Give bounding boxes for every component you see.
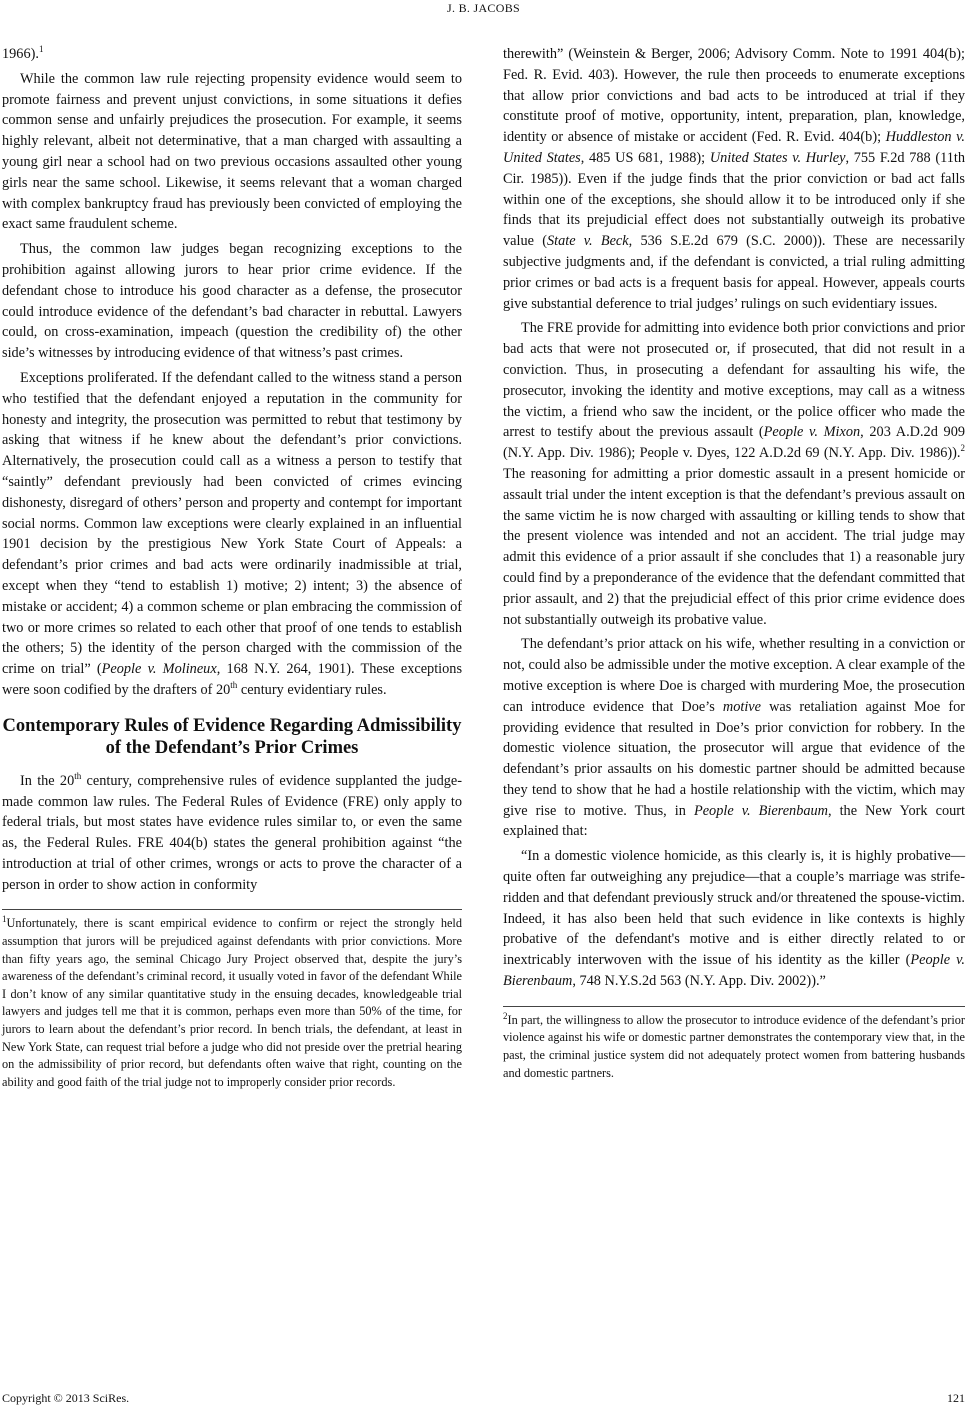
footnote-divider <box>2 909 462 910</box>
footnote-1 <box>2 915 462 1091</box>
text: , 748 N.Y.S.2d 563 (N.Y. App. Div. 2002)).” <box>572 973 826 990</box>
case-name: State v. Beck <box>546 233 629 250</box>
text: Unfortunately, there is scant empirical evidence to confirm or reject the strongly held assumption that jurors will be prejudiced against defendants with prior convictions. More than fifty years ago, the seminal Chicago Jury Project observed that, despite the jury’s awareness of the defendant’s criminal record, it usually voted in favor of the defendant While I don’t know of any similar quantitative study in the ensuing decades, knowledgeable trial lawyers and judges tell me that it is common, perhaps even more than 50% of the time, for jurors to learn about the defendant’s prior record. In bench trials, the defendant, at least in New York State, can request trial before a judge who did not preside over the pretrial hearing on the admissibility of prior record, but defendants often waive that right, counting on the ability and good faith of the trial judge not to improperly consider prior records. <box>2 916 462 1089</box>
emphasis: motive <box>722 698 761 715</box>
case-name: United States v. Hurley <box>709 149 846 166</box>
footnote-ref-2: 2 <box>960 443 965 454</box>
text: In part, the willingness to allow the prosecutor to introduce evidence of the defendant’s prior violence against his wife or domestic partner demonstrates the contemporary view that, in the past, the criminal justice system did not adequately protect women from battering husbands and domestic partners. <box>503 1012 965 1080</box>
paragraph-fre-404b <box>503 44 965 314</box>
text: century, comprehensive rules of evidence supplanted the judge-made common law rules. The Federal Rules of Evidence (FRE) only apply to federal trials, but most states have evidence rules similar to, or even the same as, the Federal Rules. FRE 404(b) states the general prohibition against “the introduction at trial of other crimes, wrongs or acts to prove the character of a person in order to show action in conformity <box>2 772 462 893</box>
superscript: th <box>74 770 82 781</box>
case-name: People v. Molineux <box>101 661 217 678</box>
case-name: People v. Bierenbaum <box>503 952 965 990</box>
text: was retaliation against Moe for providing evidence that resulted in Doe’s prior conviction for robbery. In the domestic violence situation, the prosecutor will argue that evidence of the defendant’s prior assaults on his domestic partner should be admitted because they tend to show that he had a hostile relationship with the victim, which may give rise to motive. Thus, in <box>503 698 965 819</box>
text: , the New York court explained that: <box>503 802 965 840</box>
text: , 485 US 681, 1988); <box>580 149 710 166</box>
case-name: People v. Bierenbaum <box>693 802 828 819</box>
paragraph-exceptions: Thus, the common law judges began recognizing exceptions to the prohibition against allowing jurors to hear prior crime evidence. If the defendant chose to introduce his good character as a defense, the prosecutor could introduce evidence of the defendant’s bad character in rebuttal. Lawyers could, on cross-examination, impeach (question the credibility of) the other side’s witnesses by introducing evidence of that witness’s past crimes. <box>2 241 462 362</box>
right-column <box>503 44 965 1082</box>
text: The FRE provide for admitting into evidence both prior convictions and prior bad acts that were not prosecuted or, if prosecuted, that did not result in a conviction. Thus, in prosecuting a defendant for assaulting his wife, the prosecutor, invoking the identity and motive exceptions, may call as a witness the victim, a friend who saw the incident, or the police officer who made the arrest to testify about the previous assault ( <box>503 320 965 441</box>
text: Exceptions proliferated. If the defendant called to the witness stand a person who testified that the defendant enjoyed a reputation in the community for honesty and integrity, the prosecution was permitted to rebut that testimony by asking that witness if he knew about the defendant’s prior convictions. Alternatively, the prosecution could call as a witness a person to testify that “saintly” defendant previously had been convicted of crimes evincing dishonesty, disregard of others’ person and property and contempt for important social norms. Common law exceptions were clearly explained in an influential 1901 decision by the prestigious New York State Court of Appeals: a defendant’s prior crimes and bad acts were ordinarily inadmissible at trial, except when they “tend to establish 1) motive; 2) intent; 3) the absence of mistake or accident; 4) a common scheme or plan embracing the commission of two or more crimes so related to each other that proof of one tends to establish the others; 5) the identity of the person charged with the commission of the crime on trial” ( <box>2 369 462 678</box>
text: 1966). <box>2 46 39 62</box>
section-heading: Contemporary Rules of Evidence Regarding Admissibility of the Defendant’s Prior Crimes <box>2 715 462 758</box>
copyright: Copyright © 2013 SciRes. <box>2 1391 130 1405</box>
text: The reasoning for admitting a prior domestic assault in a present homicide or assault trial under the intent exception is that the defendant’s previous assault on the same victim he is now charged with assaulting or killing tends to show that the present violence was intended and not an accident. The trial judge may admit this evidence of a prior assault if she concludes that 1) a reasonable jury could find by a preponderance of the evidence that the defendant committed that prior assault, and 2) that the prejudicial effect of this prior crime evidence does not substantially outweigh its probative value. <box>503 465 965 628</box>
text: , 203 A.D.2d 909 (N.Y. App. Div. 1986); People v. Dyes, 122 A.D.2d 69 (N.Y. App. Div. 1986)). <box>503 424 965 462</box>
paragraph-motive-exception <box>503 634 965 842</box>
paragraph-fre-provide <box>503 318 965 630</box>
footnote-2 <box>503 1012 965 1082</box>
text: century evidentiary rules. <box>237 681 387 698</box>
paragraph-propensity: While the common law rule rejecting propensity evidence would seem to promote fairness and prevent unjust convictions, in some situations it defies common sense and unfairly prejudices the prosecution. For example, it seems highly relevant, albeit not determinative, that a man charged with assaulting a young girl near a school had on two previous occasions assaulted other young girls near the same school. Likewise, it seems relevant that a woman charged with complex bankruptcy fraud has previously been convicted of employing the exact same fraudulent scheme. <box>2 70 462 233</box>
text: therewith” (Weinstein & Berger, 2006; Advisory Comm. Note to 1991 404(b); Fed. R. Evid. 403). However, the rule then proceeds to enumerate exceptions that allow prior convictions and bad acts to be introduced at trial if they constitute proof of motive, opportunity, intent, preparation, plan, knowledge, identity or absence of mistake or accident (Fed. R. Evid. 404(b); <box>503 46 965 146</box>
text: , 755 F.2d 788 (11th Cir. 1985)). Even if the judge finds that the prior conviction or bad act falls within one of the exceptions, she should allow it to be introduced only if she finds that its prejudicial effect does not substantially outweigh its probative value ( <box>503 149 966 250</box>
page-number: 121 <box>947 1391 965 1405</box>
footnote-mark: 1 <box>2 914 7 925</box>
footnote-ref-1: 1 <box>38 44 44 55</box>
text: , 536 S.E.2d 679 (S.C. 2000)). These are necessarily subjective judgments and, if the defendant is convicted, a trial ruling admitting prior crimes or bad acts is a frequent basis for appeal. However, appeals courts give substantial deference to trial judges’ rulings on such evidentiary issues. <box>503 233 965 312</box>
paragraph-quotation <box>503 846 965 992</box>
paragraph-continuation <box>2 44 462 65</box>
page-footer <box>2 1390 965 1406</box>
text: “In a domestic violence homicide, as this clearly is, it is highly probative—quite often far outweighing any prejudice—that a couple’s marriage was strife-ridden and that defendant previously struck and/or threatened the spouse-victim. Indeed, it has also been held that such evidence in like contexts is highly probative of the defendant's motive and is either directly related to or inextricably interwoven with the issue of his identity as the killer ( <box>503 848 965 969</box>
text: In the 20 <box>20 772 75 789</box>
text: , 168 N.Y. 264, 1901). These exceptions were soon codified by the drafters of 20 <box>2 661 463 698</box>
text: The defendant’s prior attack on his wife, whether resulting in a conviction or not, could also be admissible under the motive exception. A clear example of the motive exception is where Doe is charged with murdering Moe, the prosecution can introduce evidence that Doe’s <box>503 636 965 715</box>
case-name: People v. Mixon <box>763 424 861 441</box>
footnote-divider <box>503 1006 965 1007</box>
running-head: J. B. JACOBS <box>447 1 520 15</box>
case-name: Huddleston v. United States <box>503 129 965 166</box>
paragraph-proliferated <box>2 368 462 701</box>
paragraph-twentieth-century <box>2 771 462 896</box>
left-column <box>2 44 462 1091</box>
footnote-mark: 2 <box>503 1010 508 1021</box>
superscript: th <box>230 680 238 691</box>
